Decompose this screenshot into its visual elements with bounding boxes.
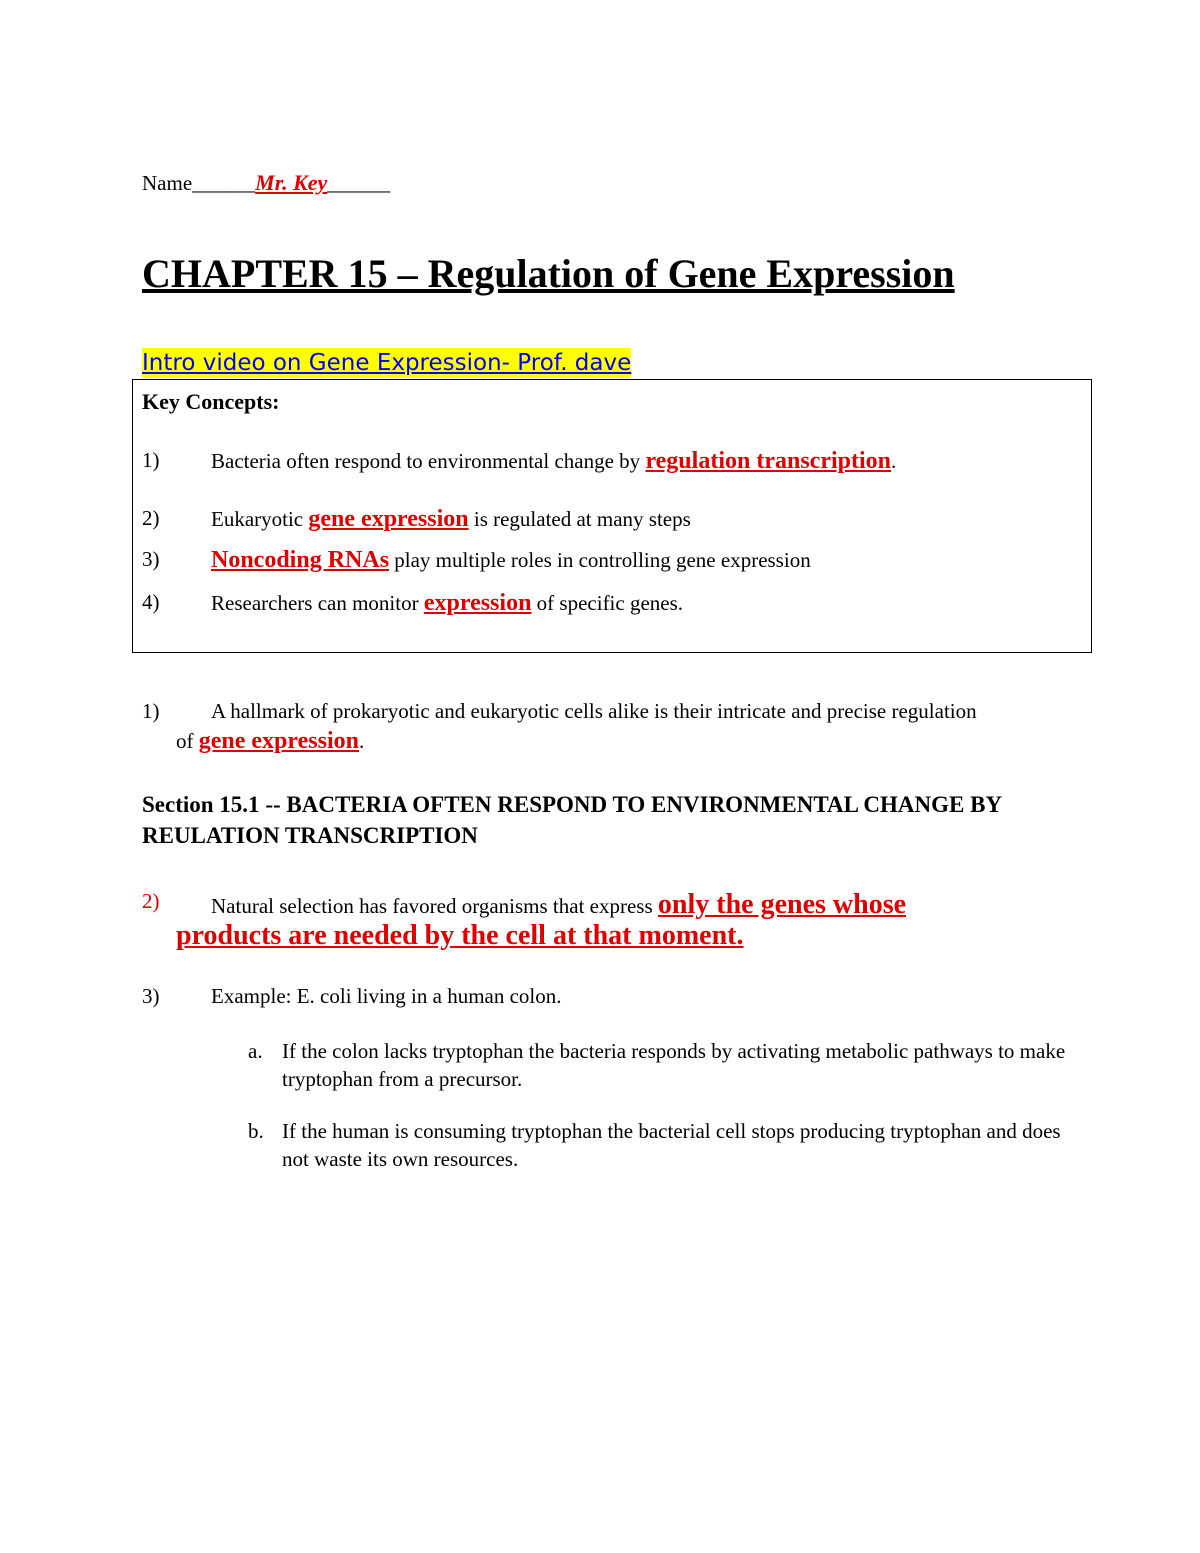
question-text-pre: of — [176, 729, 199, 753]
question-number: 3) — [142, 984, 160, 1008]
item-text-post: of specific genes. — [531, 591, 684, 615]
section-heading — [142, 789, 1042, 851]
item-text-pre: Eukaryotic — [211, 507, 309, 531]
name-label: Name — [142, 171, 193, 195]
sub-item — [0, 1117, 1200, 1177]
item-answer: Noncoding RNAs — [211, 547, 390, 573]
key-concepts-heading: Key Concepts: — [142, 389, 280, 414]
item-text — [211, 448, 896, 475]
name-value: Mr. Key — [255, 170, 328, 195]
item-number: 3) — [142, 547, 160, 571]
section-text: -- BACTERIA OFTEN RESPOND TO ENVIRONMENTAL CHANGE BY REULATION TRANSCRIPTION — [142, 792, 1002, 848]
sub-text: If the human is consuming tryptophan the bacterial cell stops producing tryptophan and does not waste its own resources. — [282, 1119, 1061, 1171]
question-2-line-2 — [176, 920, 743, 952]
sub-text: If the colon lacks tryptophan the bacteria responds by activating metabolic pathways to make tryptophan from a precursor. — [282, 1039, 1066, 1091]
item-number: 2) — [142, 506, 160, 530]
sub-letter: b. — [248, 1119, 264, 1143]
question-text-post: . — [358, 729, 365, 753]
question-line-1: A hallmark of prokaryotic and eukaryotic cells alike is their intricate and precise regulation — [211, 699, 977, 723]
item-answer: gene expression — [308, 506, 469, 532]
intro-video-link[interactable]: Intro video on Gene Expression- Prof. dave — [142, 350, 632, 376]
question-text: Example: E. coli living in a human colon. — [211, 984, 562, 1008]
item-text — [211, 547, 811, 574]
name-blank-after: ______ — [327, 171, 391, 195]
sub-item — [0, 1037, 1200, 1097]
question-answer-line-1: only the genes whose — [657, 889, 907, 920]
item-answer: expression — [423, 590, 532, 616]
item-text-post: . — [891, 449, 897, 473]
question-number: 2) — [142, 889, 160, 913]
item-text-post: is regulated at many steps — [468, 507, 691, 531]
sub-letter: a. — [248, 1039, 263, 1063]
item-text — [211, 590, 683, 617]
item-text-pre: Bacteria often respond to environmental change by — [211, 449, 646, 473]
section-label: Section 15.1 — [142, 792, 260, 817]
item-number: 1) — [142, 448, 160, 472]
question-1-line-2 — [176, 728, 364, 755]
item-number: 4) — [142, 590, 160, 614]
name-blank-before: ______ — [192, 171, 256, 195]
question-number: 1) — [142, 699, 160, 723]
question-text-pre: Natural selection has favored organisms that express — [211, 894, 658, 918]
question-text — [211, 889, 906, 921]
item-text — [211, 506, 691, 533]
question-answer-line-2: products are needed by the cell at that moment. — [176, 920, 744, 951]
item-text-post: play multiple roles in controlling gene expression — [389, 548, 811, 572]
item-text-pre: Researchers can monitor — [211, 591, 424, 615]
item-answer: regulation transcription — [645, 448, 891, 474]
chapter-title: CHAPTER 15 – Regulation of Gene Expression — [142, 251, 955, 296]
name-line — [142, 170, 390, 196]
question-answer: gene expression — [198, 728, 359, 754]
